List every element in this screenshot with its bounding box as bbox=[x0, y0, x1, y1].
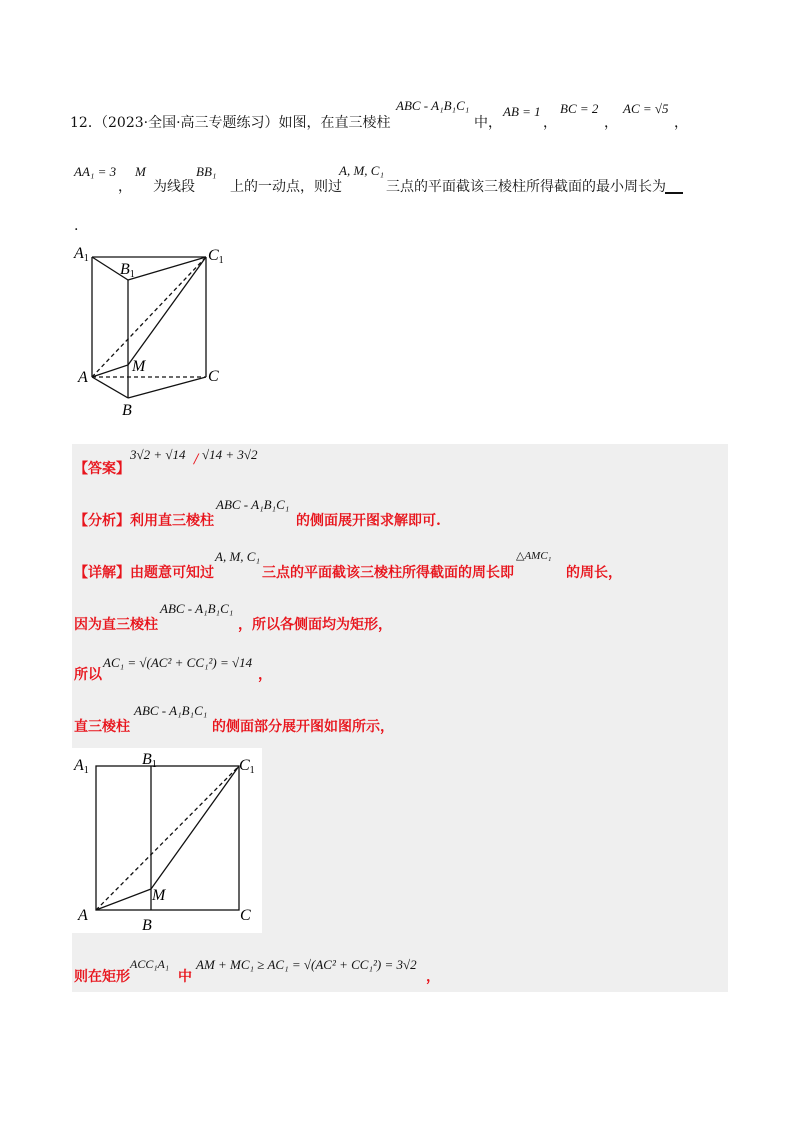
question-source: （2023·全国·高三专题练习）如图，在直三棱柱 bbox=[94, 115, 391, 131]
detail-tag: 【详解】 bbox=[74, 565, 130, 581]
label-c1: C1 bbox=[208, 247, 224, 266]
analysis-text-1: 利用直三棱柱 bbox=[130, 513, 214, 529]
detail-line2-b: ，所以各侧面均为矩形， bbox=[238, 617, 392, 633]
label-a1: A1 bbox=[74, 757, 89, 776]
detail-line3-formula: AC₁ = √(AC² + CC₁²) = √14 bbox=[103, 655, 253, 670]
prism-formula: ABC - A₁B₁C₁ bbox=[396, 98, 470, 113]
label-b: B bbox=[122, 402, 132, 419]
detail-line5-c: ， bbox=[426, 969, 440, 985]
question-segment-text: 为线段 bbox=[153, 179, 195, 195]
detail-line4-b: 的侧面部分展开图如图所示， bbox=[212, 719, 394, 735]
detail-line1-points: A, M, C₁ bbox=[215, 549, 260, 564]
detail-line3-a: 所以 bbox=[74, 667, 102, 683]
detail-line1-triangle: △AMC₁ bbox=[516, 550, 552, 562]
prism-figure bbox=[70, 240, 310, 420]
detail-line1-b: 三点的平面截该三棱柱所得截面的周长即 bbox=[262, 565, 514, 581]
label-b1: B1 bbox=[142, 751, 157, 770]
detail-line1-c: 的周长， bbox=[566, 565, 622, 581]
analysis-tag: 【分析】 bbox=[74, 513, 130, 529]
detail-line1-a: 由题意可知过 bbox=[130, 565, 214, 581]
label-c: C bbox=[240, 907, 251, 924]
comma: ， bbox=[674, 115, 688, 131]
label-a: A bbox=[78, 369, 88, 386]
question-period: . bbox=[74, 218, 79, 234]
points-formula: A, M, C₁ bbox=[339, 163, 384, 178]
aa1-formula: AA₁ = 3 bbox=[74, 164, 117, 179]
ac-formula: AC = √5 bbox=[623, 101, 669, 116]
detail-line5-rect: ACC₁A₁ bbox=[130, 957, 170, 971]
question-number: 12． bbox=[70, 115, 102, 131]
label-c: C bbox=[208, 368, 219, 385]
label-b1: B1 bbox=[120, 261, 135, 280]
answer-blank bbox=[665, 178, 683, 197]
label-b: B bbox=[142, 917, 152, 934]
point-m: M bbox=[135, 164, 146, 179]
label-a1: A1 bbox=[74, 245, 89, 264]
comma: ， bbox=[604, 115, 618, 131]
detail-line4-a: 直三棱柱 bbox=[74, 719, 130, 735]
comma: ， bbox=[118, 179, 132, 195]
detail-line4-prism: ABC - A₁B₁C₁ bbox=[134, 703, 208, 718]
answer-tag: 【答案】 bbox=[74, 461, 130, 477]
detail-line5-b: 中 bbox=[178, 969, 192, 985]
detail-line5-a: 则在矩形 bbox=[74, 969, 130, 985]
label-a: A bbox=[78, 907, 88, 924]
analysis-prism: ABC - A₁B₁C₁ bbox=[216, 497, 290, 512]
question-in: 中， bbox=[474, 115, 502, 131]
question-through-text: 上的一动点，则过 bbox=[230, 179, 342, 195]
comma: ， bbox=[543, 115, 557, 131]
detail-line2-prism: ABC - A₁B₁C₁ bbox=[160, 601, 234, 616]
detail-line3-b: ， bbox=[258, 667, 272, 683]
answer-value-1: 3√2 + √14 bbox=[130, 447, 186, 462]
answer-value-2: √14 + 3√2 bbox=[202, 447, 258, 462]
detail-line5-formula: AM + MC₁ ≥ AC₁ = √(AC² + CC₁²) = 3√2 bbox=[196, 957, 417, 972]
analysis-text-2: 的侧面展开图求解即可. bbox=[296, 513, 441, 529]
label-c1: C1 bbox=[239, 757, 255, 776]
unfolded-figure bbox=[72, 748, 262, 933]
bc-formula: BC = 2 bbox=[560, 101, 599, 116]
question-ask-text: 三点的平面截该三棱柱所得截面的最小周长为 bbox=[386, 179, 666, 195]
bb1-formula: BB₁ bbox=[196, 164, 217, 179]
detail-line2-a: 因为直三棱柱 bbox=[74, 617, 158, 633]
label-m: M bbox=[152, 887, 166, 904]
label-m: M bbox=[132, 358, 146, 375]
ab-formula: AB = 1 bbox=[503, 104, 541, 119]
answer-slash: / bbox=[194, 452, 199, 467]
